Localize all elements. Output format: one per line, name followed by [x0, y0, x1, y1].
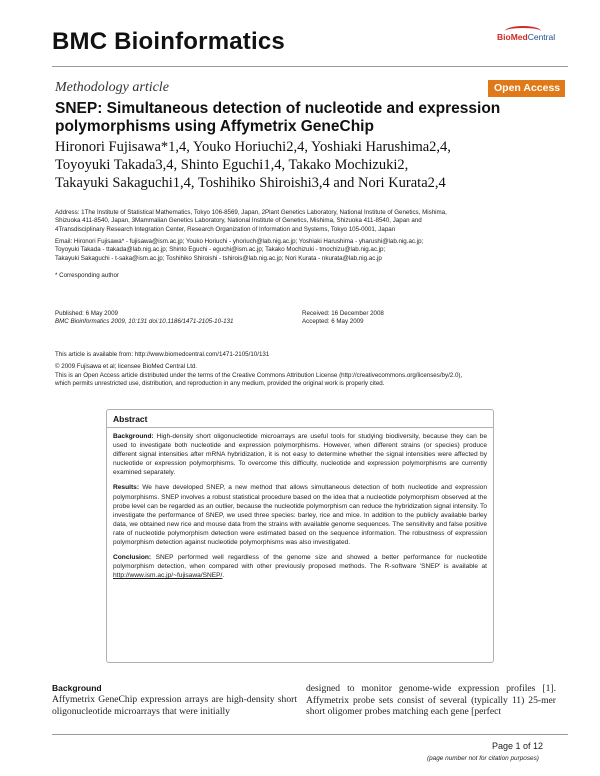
article-type: Methodology article	[55, 80, 169, 95]
body-column-right: designed to monitor genome-wide expression profiles [1]. Affymetrix probe sets consist of several (typically 11) 25-mer short oligomer probes matching each gene [perfect	[306, 683, 556, 717]
emails	[55, 238, 575, 263]
page-note: (page number not for citation purposes)	[427, 755, 539, 762]
address-line: Shizuoka 411-8540, Japan, 3Mammalian Genetics Laboratory, National Institute of Genetics, Mishima, Shizuoka 411-8540, Japan and	[55, 217, 422, 225]
authors-line: Takayuki Sakaguchi1,4, Toshihiko Shiroishi3,4 and Nori Kurata2,4	[55, 175, 446, 191]
published-date: Published: 6 May 2009	[55, 310, 118, 317]
abstract-rule	[107, 427, 493, 428]
affiliations	[55, 209, 575, 234]
abstract-conclusion: Conclusion: SNEP performed well regardless of the genome size and showed a better performance for nucleotide polymorphism detection, when compared with other previously proposed methods. The R-software 'SNEP' is available at http://www.ism.ac.jp/~fujisawa/SNEP/.	[113, 554, 487, 580]
license-line: which permits unrestricted use, distribution, and reproduction in any medium, provided the original work is properly cited.	[55, 379, 385, 387]
email-line[interactable]: Takayuki Sakaguchi - t-saka@ism.ac.jp; Toshihiko Shiroishi - tshirois@lab.nig.ac.jp; Nori Kurata - nkurata@lab.nig.ac.jp	[55, 254, 382, 262]
logo-arc-icon	[505, 26, 541, 36]
software-link[interactable]: http://www.ism.ac.jp/~fujisawa/SNEP/	[113, 572, 223, 580]
license-block	[55, 351, 575, 388]
author-list	[55, 138, 555, 192]
accepted-date: Accepted: 6 May 2009	[302, 318, 364, 326]
email-line[interactable]: Email: Hironori Fujisawa* - fujisawa@ism.ac.jp; Youko Horiuchi - yhoriuch@lab.nig.ac.jp; Yoshiaki Harushima - yharushi@lab.nig.ac.jp;	[55, 238, 424, 245]
abstract-heading: Abstract	[113, 414, 148, 424]
body-column-left: Affymetrix GeneChip expression arrays are high-density short oligonucleotide microarrays that were initially	[52, 694, 297, 717]
article-url[interactable]: This article is available from: http://www.biomedcentral.com/1471-2105/10/131	[55, 351, 270, 358]
corresponding-author-note: * Corresponding author	[55, 272, 119, 279]
received-info	[302, 310, 502, 327]
address-line: Address: 1The Institute of Statistical Mathematics, Tokyo 106-8569, Japan, 2Plant Genetics Laboratory, National Institute of Genetics, Mishima,	[55, 209, 447, 216]
journal-title: BMC Bioinformatics	[52, 28, 285, 55]
biomed-central-logo	[497, 32, 567, 56]
address-line: 4Transdisciplinary Research Integration Center, Research Organization of Information and Systems, Tokyo 105-0001, Japan	[55, 225, 396, 233]
open-access-badge: Open Access	[488, 80, 565, 97]
article-title: SNEP: Simultaneous detection of nucleotide and expression polymorphisms using Affymetrix GeneChip	[55, 100, 501, 135]
header-rule	[52, 66, 568, 67]
publication-info	[55, 310, 295, 327]
authors-line: Hironori Fujisawa*1,4, Youko Horiuchi2,4, Yoshiaki Harushima2,4,	[55, 139, 451, 155]
abstract-results: Results: We have developed SNEP, a new method that allows simultaneous detection of both nucleotide and expression polymorphisms. SNEP involves a robust statistical procedure based on the idea that a nucleotide polymorphism observed at the probe level can be regarded as an outlier, because the nucleotide polymorphism can reduce the hybridization signal intensity. To investigate the performance of SNEP, we used three species: barley, rice and mice. In addition to the publicly available barley data, we obtained new rice and mouse data from the strains with available genome sequences. The sensitivity and false positive rate of nucleotide polymorphism detection were estimated based on the sequence information. The robustness of expression polymorphism detection against nucleotide polymorphisms was also investigated.	[113, 484, 487, 547]
received-date: Received: 16 December 2008	[302, 310, 384, 317]
authors-line: Toyoyuki Takada3,4, Shinto Eguchi1,4, Takako Mochizuki2,	[55, 157, 409, 173]
abstract-box	[106, 409, 494, 663]
email-line[interactable]: Toyoyuki Takada - ttakada@lab.nig.ac.jp; Shinto Eguchi - eguchi@ism.ac.jp; Takako Mochizuki - tmochizu@lab.nig.ac.jp;	[55, 246, 386, 254]
logo-text: BioMedCentral	[497, 32, 556, 42]
background-heading: Background	[52, 683, 102, 693]
abstract-background: Background: High-density short oligonucleotide microarrays are useful tools for studying biodiversity, because they can be used to investigate both nucleotide and expression polymorphisms. However, when different strains (or species) produce different signal intensities after mRNA hybridization, it is not easy to determine whether the signal intensities were affected by nucleotide or expression polymorphisms. To overcome this difficulty, nucleotide and expression polymorphisms are currently examined separately.	[113, 433, 487, 477]
page-number: Page 1 of 12	[492, 741, 544, 751]
license-line[interactable]: This is an Open Access article distributed under the terms of the Creative Commons Attribution License (http://creativecommons.org/licenses/by/2.0),	[55, 371, 463, 379]
citation: BMC Bioinformatics 2009, 10:131 doi:10.1186/1471-2105-10-131	[55, 318, 234, 326]
copyright: © 2009 Fujisawa et al; licensee BioMed Central Ltd.	[55, 363, 198, 371]
footer-rule	[52, 734, 568, 735]
